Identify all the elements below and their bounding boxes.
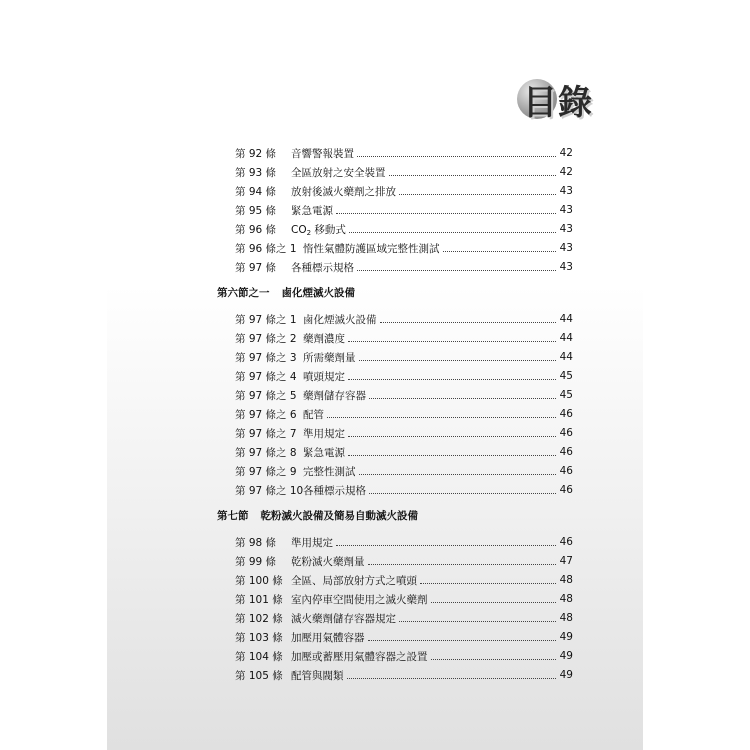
article-number: 第 97 條之 6 [235,408,297,421]
dot-leader [357,156,556,157]
dot-leader [336,213,556,214]
dot-leader [347,678,556,679]
page-number: 43 [559,185,573,197]
page-number: 45 [559,370,573,382]
article-title: 噴頭規定 [303,370,345,383]
article-title: 準用規定 [303,427,345,440]
toc-entry[interactable] [235,258,573,276]
article-number: 第 97 條之 5 [235,389,297,402]
article-number: 第 100 條 [235,574,283,587]
article-number: 第 105 條 [235,669,283,682]
dot-leader [348,436,556,437]
section-label: 第七節 [217,510,249,522]
article-title: 加壓或蓄壓用氣體容器之設置 [291,650,428,663]
article-title: 滅火藥劑儲存容器規定 [291,612,396,625]
dot-leader [368,564,556,565]
dot-leader [369,493,556,494]
dot-leader [431,602,556,603]
dot-leader [357,270,556,271]
page-number: 46 [559,408,573,420]
article-title: 鹵化煙滅火設備 [303,313,377,326]
section-title: 乾粉滅火設備及簡易自動滅火設備 [260,510,418,522]
section-label: 第六節之一 [217,287,270,299]
title-part: CO [291,223,307,236]
toc-entry[interactable] [235,552,573,570]
dot-leader [327,417,556,418]
page-number: 48 [559,593,573,605]
page-number: 44 [559,313,573,325]
article-number: 第 97 條之 1 [235,313,297,326]
page-number: 46 [559,465,573,477]
dot-leader [399,621,556,622]
article-number: 第 97 條之 4 [235,370,297,383]
toc-entry[interactable] [235,367,573,385]
page-number: 47 [559,555,573,567]
dot-leader [348,455,556,456]
article-title [291,222,346,237]
toc-entry[interactable] [235,666,573,684]
dot-leader [348,379,556,380]
toc-entry[interactable] [235,443,573,461]
article-title: 緊急電源 [303,446,345,459]
section-title: 鹵化煙滅火設備 [281,287,355,299]
dot-leader [380,322,556,323]
article-title: 放射後滅火藥劑之排放 [291,185,396,198]
article-number: 第 96 條之 1 [235,242,297,255]
section-heading [217,285,355,300]
toc-entry[interactable] [235,201,573,219]
article-title: 藥劑濃度 [303,332,345,345]
dot-leader [369,398,556,399]
dot-leader [359,360,556,361]
page-number: 43 [559,204,573,216]
page-number: 46 [559,446,573,458]
article-title: 緊急電源 [291,204,333,217]
dot-leader [389,175,556,176]
dot-leader [349,232,556,233]
dot-leader [348,341,556,342]
toc-entry[interactable] [235,590,573,608]
article-title: 藥劑儲存容器 [303,389,366,402]
dot-leader [443,251,556,252]
page-number: 44 [559,332,573,344]
article-title: 音響警報裝置 [291,147,354,160]
article-title: 全區、局部放射方式之噴頭 [291,574,417,587]
page-number: 46 [559,427,573,439]
dot-leader [399,194,556,195]
article-number: 第 97 條之 9 [235,465,297,478]
toc-entry[interactable] [235,144,573,162]
page-number: 49 [559,669,573,681]
article-number: 第 97 條之 10 [235,484,304,497]
toc-entry[interactable] [235,571,573,589]
article-number: 第 102 條 [235,612,283,625]
toc-entry[interactable] [235,533,573,551]
page-number: 48 [559,612,573,624]
article-number: 第 104 條 [235,650,283,663]
toc-entry[interactable] [235,348,573,366]
article-number: 第 99 條 [235,555,277,568]
article-number: 第 98 條 [235,536,277,549]
dot-leader [368,640,556,641]
article-title: 各種標示規格 [303,484,366,497]
page-number: 49 [559,650,573,662]
toc-heading-badge [517,76,593,122]
toc-entry[interactable] [235,329,573,347]
toc-entry[interactable] [235,424,573,442]
section-heading [217,508,418,523]
dot-leader [336,545,556,546]
article-number: 第 97 條之 2 [235,332,297,345]
page-number: 43 [559,261,573,273]
toc-entry[interactable] [235,462,573,480]
page-number: 43 [559,242,573,254]
article-title: 所需藥劑量 [303,351,356,364]
article-number: 第 93 條 [235,166,277,179]
article-number: 第 103 條 [235,631,283,644]
article-number: 第 96 條 [235,223,277,236]
toc-entry[interactable] [235,628,573,646]
toc-heading: 目錄 [523,82,593,123]
toc-entry[interactable] [235,310,573,328]
toc-entry[interactable] [235,405,573,423]
article-number: 第 94 條 [235,185,277,198]
article-title: 配管與閥類 [291,669,344,682]
article-number: 第 97 條之 7 [235,427,297,440]
dot-leader [431,659,556,660]
article-number: 第 97 條之 3 [235,351,297,364]
toc-entry[interactable] [235,239,573,257]
article-number: 第 95 條 [235,204,277,217]
page-number: 45 [559,389,573,401]
page-number: 46 [559,484,573,496]
article-number: 第 101 條 [235,593,283,606]
article-title: 乾粉滅火藥劑量 [291,555,365,568]
article-title: 室內停車空間使用之滅火藥劑 [291,593,428,606]
article-title: 加壓用氣體容器 [291,631,365,644]
toc-entry[interactable] [235,220,573,238]
dot-leader [359,474,556,475]
article-title: 完整性測試 [303,465,356,478]
title-subscript: 2 [306,228,312,237]
page-number: 46 [559,536,573,548]
page-number: 49 [559,631,573,643]
toc-entry[interactable] [235,163,573,181]
article-number: 第 97 條 [235,261,277,274]
article-title: 全區放射之安全裝置 [291,166,386,179]
toc-entry[interactable] [235,182,573,200]
toc-entry[interactable] [235,386,573,404]
page-number: 42 [559,166,573,178]
toc-entry[interactable] [235,609,573,627]
toc-entry[interactable] [235,647,573,665]
article-number: 第 92 條 [235,147,277,160]
document-page [107,36,643,750]
article-title: 配管 [303,408,324,421]
toc-entry[interactable] [235,481,573,499]
title-part: 移動式 [311,223,346,236]
dot-leader [420,583,556,584]
article-title: 惰性氣體防護區域完整性測試 [303,242,440,255]
article-title: 各種標示規格 [291,261,354,274]
page-number: 44 [559,351,573,363]
article-title: 準用規定 [291,536,333,549]
page-number: 42 [559,147,573,159]
page-number: 48 [559,574,573,586]
page-number: 43 [559,223,573,235]
article-number: 第 97 條之 8 [235,446,297,459]
